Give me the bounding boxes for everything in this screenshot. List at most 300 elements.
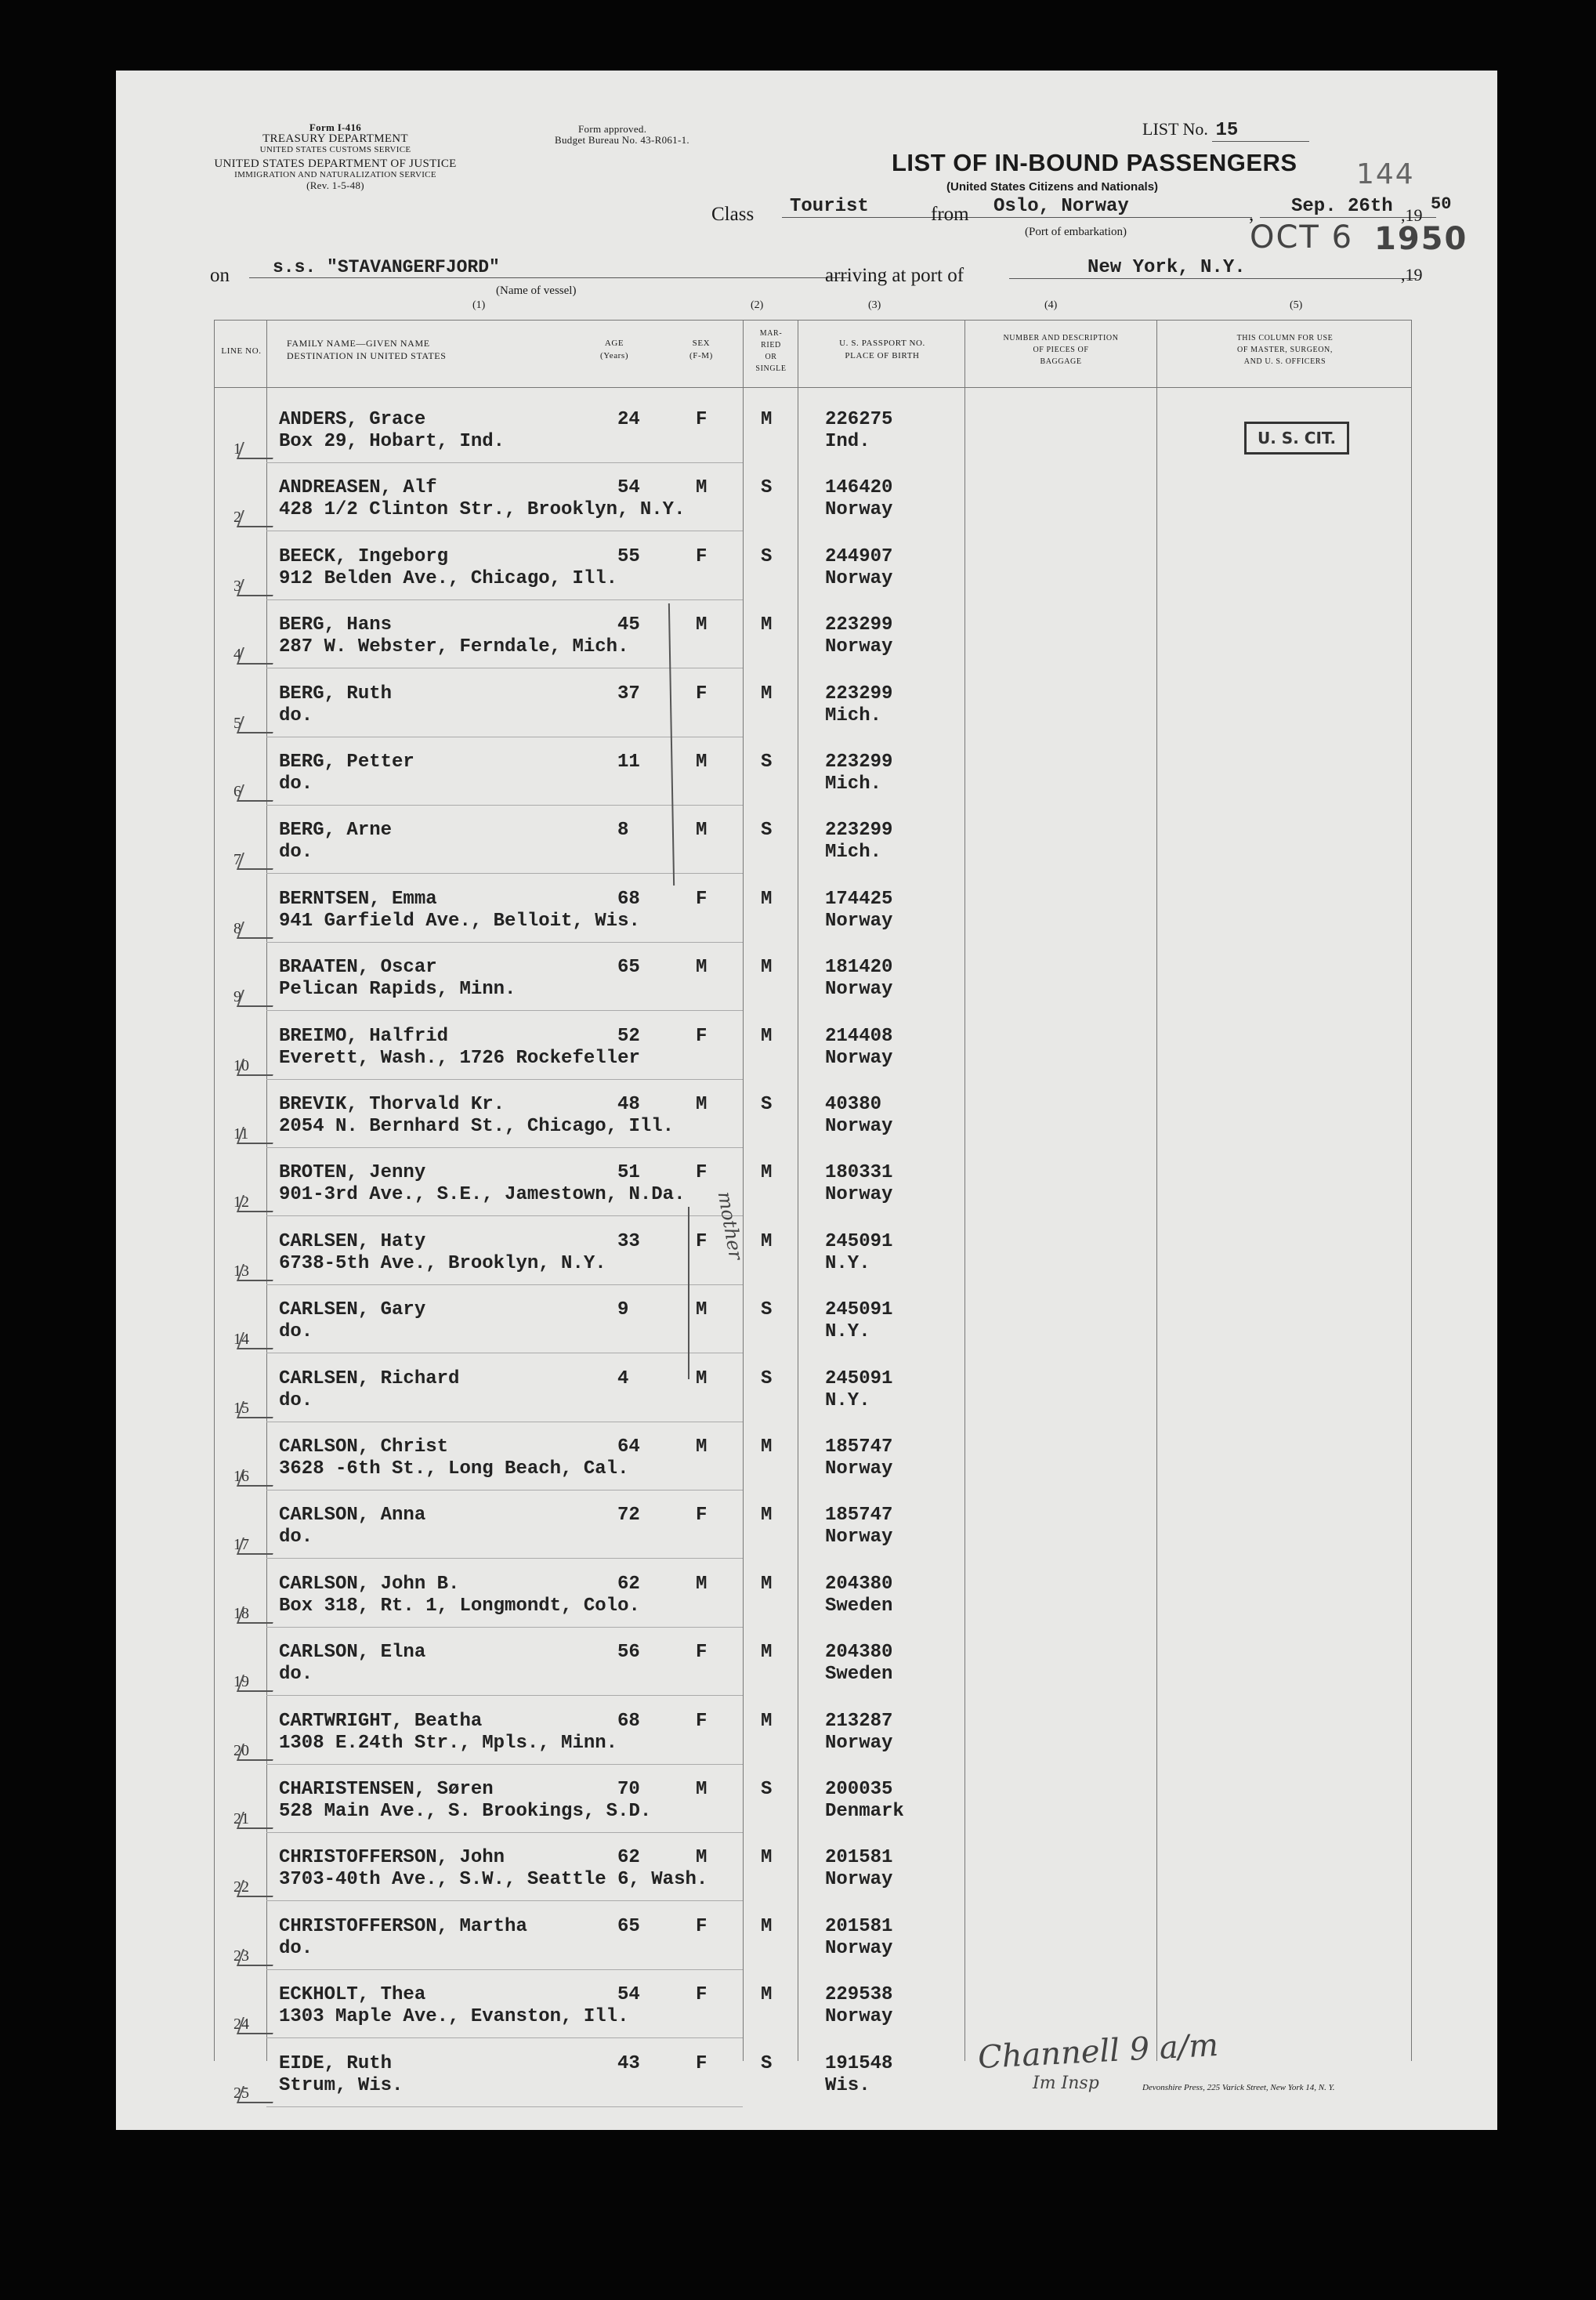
- passenger-sex: F: [696, 1025, 708, 1047]
- passenger-sex: F: [696, 1162, 708, 1184]
- passenger-age: 70: [617, 1779, 640, 1800]
- place-of-birth: Norway: [825, 1732, 893, 1754]
- passenger-destination: do.: [279, 1527, 313, 1548]
- passenger-age: 4: [617, 1367, 629, 1389]
- passport-number: 214408: [825, 1025, 893, 1047]
- arrival-year-stamp: 1950: [1374, 221, 1468, 257]
- passenger-sex: F: [696, 2052, 708, 2074]
- place-of-birth: Norway: [825, 567, 893, 589]
- line-number: 7: [233, 851, 241, 869]
- passenger-sex: M: [696, 820, 708, 842]
- col-header-passport-a: U. S. PASSPORT NO.: [839, 339, 925, 348]
- col-header-marital-c: OR: [765, 353, 777, 361]
- col-num-2: (2): [751, 299, 764, 311]
- passenger-age: 54: [617, 1984, 640, 2006]
- year-prefix-2: ,19: [1401, 265, 1423, 284]
- passenger-age: 52: [617, 1025, 640, 1047]
- check-mark-icon: [237, 1606, 279, 1624]
- col-header-line-text: LINE NO.: [221, 346, 262, 356]
- table-row: [116, 810, 1497, 878]
- passport-number: 226275: [825, 409, 893, 430]
- passport-number: 174425: [825, 888, 893, 910]
- passenger-sex: F: [696, 683, 708, 704]
- col-header-sex-b: (F-M): [689, 351, 713, 360]
- row-rule: [266, 1764, 743, 1765]
- place-of-birth: Norway: [825, 910, 893, 932]
- row-rule: [266, 1558, 743, 1559]
- row-rule: [266, 2106, 743, 2107]
- check-mark-icon: [237, 922, 279, 939]
- row-rule: [266, 1900, 743, 1901]
- arrival-port: New York, N.Y.: [1009, 257, 1417, 279]
- row-rule: [266, 942, 743, 943]
- passenger-sex: M: [696, 477, 708, 499]
- passenger-age: 65: [617, 1915, 640, 1937]
- passenger-destination: do.: [279, 704, 313, 726]
- check-mark-icon: [237, 1332, 279, 1349]
- passenger-name: BERG, Arne: [279, 820, 393, 842]
- passenger-sex: M: [696, 1299, 708, 1321]
- col-header-baggage-a: NUMBER AND DESCRIPTION: [1003, 334, 1119, 342]
- passport-number: 185747: [825, 1505, 893, 1527]
- passenger-sex: F: [696, 545, 708, 567]
- passport-number: 223299: [825, 820, 893, 842]
- place-of-birth: Sweden: [825, 1595, 893, 1617]
- arrival-date-stamp: OCT 6: [1250, 219, 1354, 255]
- passport-number: 245091: [825, 1299, 893, 1321]
- passenger-name: CARLSON, Anna: [279, 1505, 426, 1527]
- check-mark-icon: [237, 2086, 279, 2103]
- passenger-age: 33: [617, 1230, 640, 1252]
- passenger-sex: M: [696, 1779, 708, 1800]
- passenger-age: 24: [617, 409, 640, 430]
- arriving-label: arriving at port of: [825, 265, 964, 286]
- check-mark-icon: [237, 579, 279, 596]
- check-mark-icon: [237, 1538, 279, 1555]
- line-number: 25: [233, 2084, 249, 2102]
- check-mark-icon: [237, 1744, 279, 1761]
- passenger-name: CHRISTOFFERSON, Martha: [279, 1915, 527, 1937]
- col-header-marital-d: SINGLE: [755, 364, 787, 373]
- table-row: [116, 1564, 1497, 1632]
- passenger-destination: 1308 E.24th Str., Mpls., Minn.: [279, 1732, 618, 1754]
- place-of-birth: Wis.: [825, 2074, 870, 2096]
- line-number: 19: [233, 1673, 249, 1691]
- passport-number: 201581: [825, 1915, 893, 1937]
- place-of-birth: Norway: [825, 499, 893, 521]
- col-num-5: (5): [1290, 299, 1303, 311]
- passenger-sex: M: [696, 1436, 708, 1458]
- justice-label: UNITED STATES DEPARTMENT OF JUSTICE: [214, 158, 457, 170]
- row-rule: [266, 1832, 743, 1833]
- passenger-destination: 528 Main Ave., S. Brookings, S.D.: [279, 1801, 652, 1822]
- line-number: 3: [233, 577, 241, 595]
- passenger-marital-status: S: [761, 1094, 773, 1115]
- table-row: [116, 1701, 1497, 1769]
- passenger-marital-status: S: [761, 820, 773, 842]
- col-header-age: [600, 337, 628, 362]
- rev-label: (Rev. 1-5-48): [306, 179, 364, 191]
- passenger-marital-status: S: [761, 1299, 773, 1321]
- handwritten-note: mother: [713, 1190, 747, 1262]
- passenger-destination: do.: [279, 842, 313, 864]
- row-rule: [266, 1010, 743, 1011]
- row-rule: [266, 1627, 743, 1628]
- year-prefix-text: 19: [1405, 205, 1423, 225]
- check-mark-icon: [237, 2017, 279, 2034]
- passport-number: 201581: [825, 1847, 893, 1869]
- passenger-age: 11: [617, 752, 640, 773]
- passenger-sex: F: [696, 888, 708, 910]
- place-of-birth: Denmark: [825, 1801, 904, 1822]
- table-row: [116, 674, 1497, 742]
- year-prefix-2-text: 19: [1405, 265, 1423, 284]
- passenger-sex: M: [696, 1573, 708, 1595]
- check-mark-icon: [237, 1469, 279, 1487]
- line-number: 8: [233, 919, 241, 937]
- passenger-name: ECKHOLT, Thea: [279, 1984, 426, 2006]
- place-of-birth: Norway: [825, 1869, 893, 1891]
- passenger-marital-status: S: [761, 1779, 773, 1800]
- table-row: [116, 1975, 1497, 2043]
- table-row: [116, 537, 1497, 605]
- check-mark-icon: [237, 716, 279, 733]
- passenger-age: 56: [617, 1642, 640, 1664]
- from-value: Oslo, Norway: [986, 196, 1252, 218]
- table-row: [116, 1153, 1497, 1221]
- row-rule: [266, 1147, 743, 1148]
- passenger-destination: 2054 N. Bernhard St., Chicago, Ill.: [279, 1116, 675, 1137]
- col-header-marital: [747, 328, 794, 375]
- table-row: [116, 1222, 1497, 1290]
- passenger-marital-status: S: [761, 545, 773, 567]
- passport-number: 213287: [825, 1710, 893, 1732]
- table-row: [116, 605, 1497, 673]
- line-number: 16: [233, 1468, 249, 1485]
- passenger-sex: M: [696, 1094, 708, 1115]
- row-rule: [266, 1215, 743, 1216]
- row-rule: [266, 873, 743, 874]
- passenger-sex: F: [696, 1642, 708, 1664]
- table-row: [116, 1838, 1497, 1906]
- passport-number: 245091: [825, 1367, 893, 1389]
- passenger-destination: Strum, Wis.: [279, 2074, 404, 2096]
- passenger-marital-status: M: [761, 888, 773, 910]
- passenger-marital-status: M: [761, 1230, 773, 1252]
- line-number: 9: [233, 988, 241, 1006]
- passenger-age: 48: [617, 1094, 640, 1115]
- passenger-sex: M: [696, 1367, 708, 1389]
- check-mark-icon: [237, 647, 279, 665]
- line-number: 22: [233, 1878, 249, 1896]
- passenger-destination: 1303 Maple Ave., Evanston, Ill.: [279, 2006, 629, 2028]
- passenger-marital-status: S: [761, 1367, 773, 1389]
- check-mark-icon: [237, 990, 279, 1007]
- row-rule: [266, 599, 743, 600]
- col-header-baggage-c: BAGGAGE: [1040, 357, 1082, 366]
- passenger-destination: do.: [279, 1389, 313, 1411]
- passenger-marital-status: M: [761, 1505, 773, 1527]
- place-of-birth: Ind.: [825, 431, 870, 452]
- printer-imprint: Devonshire Press, 225 Varick Street, New York 14, N. Y.: [1142, 2083, 1335, 2092]
- check-mark-icon: [237, 1127, 279, 1144]
- check-mark-icon: [237, 1812, 279, 1829]
- passenger-name: CARLSEN, Gary: [279, 1299, 426, 1321]
- place-of-birth: Norway: [825, 1458, 893, 1480]
- passenger-destination: 941 Garfield Ave., Belloit, Wis.: [279, 910, 640, 932]
- col-header-officers-b: OF MASTER, SURGEON,: [1237, 346, 1333, 354]
- row-rule: [266, 1695, 743, 1696]
- passenger-sex: M: [696, 752, 708, 773]
- col-header-age-a: AGE: [604, 339, 624, 348]
- line-number: 24: [233, 2016, 249, 2034]
- row-rule: [266, 462, 743, 463]
- passenger-marital-status: M: [761, 614, 773, 636]
- passenger-marital-status: M: [761, 1436, 773, 1458]
- col-num-4: (4): [1044, 299, 1058, 311]
- passenger-sex: F: [696, 409, 708, 430]
- passenger-marital-status: M: [761, 1642, 773, 1664]
- passenger-marital-status: M: [761, 409, 773, 430]
- passport-number: 181420: [825, 957, 893, 979]
- table-row: [116, 879, 1497, 947]
- col-header-passport: [804, 337, 961, 362]
- from-label: from: [931, 204, 969, 225]
- passenger-age: 55: [617, 545, 640, 567]
- passport-number: 223299: [825, 752, 893, 773]
- check-mark-icon: [237, 1675, 279, 1692]
- line-number: 23: [233, 1947, 249, 1965]
- col-header-officers: [1161, 332, 1409, 368]
- passport-number: 191548: [825, 2052, 893, 2074]
- place-of-birth: Norway: [825, 1527, 893, 1548]
- place-of-birth: Sweden: [825, 1664, 893, 1686]
- line-number: 2: [233, 509, 241, 527]
- check-mark-icon: [237, 1195, 279, 1212]
- passport-number: 245091: [825, 1230, 893, 1252]
- list-number-value: 15: [1212, 120, 1309, 142]
- vessel-name-label: (Name of vessel): [496, 284, 577, 297]
- table-row: [116, 400, 1497, 468]
- check-mark-icon: [237, 853, 279, 870]
- treasury-label: TREASURY DEPARTMENT: [262, 132, 408, 145]
- passenger-destination: Box 318, Rt. 1, Longmondt, Colo.: [279, 1595, 640, 1617]
- table-row: [116, 1427, 1497, 1495]
- passport-number: 244907: [825, 545, 893, 567]
- passenger-age: 64: [617, 1436, 640, 1458]
- place-of-birth: Mich.: [825, 773, 882, 795]
- passport-number: 146420: [825, 477, 893, 499]
- passenger-marital-status: S: [761, 477, 773, 499]
- passenger-age: 65: [617, 957, 640, 979]
- passenger-destination: Everett, Wash., 1726 Rockefeller: [279, 1047, 640, 1069]
- col-header-line: [219, 346, 263, 357]
- passenger-sex: M: [696, 614, 708, 636]
- passenger-name: BERG, Hans: [279, 614, 393, 636]
- year-prefix: ,19: [1401, 205, 1423, 225]
- place-of-birth: Mich.: [825, 704, 882, 726]
- passenger-destination: 901-3rd Ave., S.E., Jamestown, N.Da.: [279, 1184, 686, 1206]
- manifest-page: [116, 71, 1497, 2130]
- passenger-destination: Box 29, Hobart, Ind.: [279, 431, 505, 452]
- passenger-destination: do.: [279, 1321, 313, 1343]
- passenger-destination: 3628 -6th St., Long Beach, Cal.: [279, 1458, 629, 1480]
- line-number: 4: [233, 646, 241, 664]
- year-value: 50: [1431, 194, 1452, 214]
- passenger-name: BREVIK, Thorvald Kr.: [279, 1094, 505, 1115]
- passenger-name: CARLSON, John B.: [279, 1573, 460, 1595]
- passenger-age: 8: [617, 820, 629, 842]
- passenger-name: EIDE, Ruth: [279, 2052, 393, 2074]
- passport-number: 185747: [825, 1436, 893, 1458]
- check-mark-icon: [237, 1264, 279, 1281]
- table-row: [116, 1290, 1497, 1358]
- place-of-birth: N.Y.: [825, 1389, 870, 1411]
- passenger-marital-status: M: [761, 1915, 773, 1937]
- passenger-marital-status: M: [761, 1162, 773, 1184]
- passenger-sex: F: [696, 1710, 708, 1732]
- place-of-birth: Norway: [825, 979, 893, 1001]
- passenger-name: CHRISTOFFERSON, John: [279, 1847, 505, 1869]
- passenger-marital-status: M: [761, 1710, 773, 1732]
- passenger-marital-status: S: [761, 2052, 773, 2074]
- place-of-birth: Norway: [825, 1116, 893, 1137]
- row-rule: [266, 1969, 743, 1970]
- check-mark-icon: [237, 1949, 279, 1966]
- check-mark-icon: [237, 1880, 279, 1897]
- list-number-field: [1142, 119, 1309, 142]
- passenger-sex: F: [696, 1505, 708, 1527]
- table-row: [116, 1359, 1497, 1427]
- passenger-destination: do.: [279, 773, 313, 795]
- col-num-3: (3): [868, 299, 881, 311]
- line-number: 11: [233, 1125, 249, 1143]
- page-number-stamp: 144: [1356, 158, 1415, 190]
- line-number: 6: [233, 783, 241, 800]
- line-number: 17: [233, 1536, 249, 1554]
- passport-number: 204380: [825, 1642, 893, 1664]
- header-bottom-rule: [214, 387, 1411, 388]
- passenger-name: BRAATEN, Oscar: [279, 957, 437, 979]
- check-mark-icon: [237, 1059, 279, 1076]
- passenger-name: BERG, Petter: [279, 752, 414, 773]
- form-approved: Form approved.: [578, 123, 647, 135]
- line-number: 13: [233, 1262, 249, 1280]
- place-of-birth: Norway: [825, 1937, 893, 1959]
- customs-label: UNITED STATES CUSTOMS SERVICE: [259, 145, 411, 154]
- passenger-name: CARTWRIGHT, Beatha: [279, 1710, 483, 1732]
- passenger-age: 72: [617, 1505, 640, 1527]
- class-value: Tourist: [782, 196, 1021, 218]
- col-header-marital-b: RIED: [761, 341, 781, 350]
- col-header-age-b: (Years): [600, 351, 629, 360]
- col-header-passport-b: PLACE OF BIRTH: [845, 351, 920, 360]
- passenger-age: 54: [617, 477, 640, 499]
- passenger-sex: M: [696, 1847, 708, 1869]
- approval-block: [555, 124, 689, 146]
- col-num-1: (1): [472, 299, 486, 311]
- passenger-marital-status: M: [761, 957, 773, 979]
- table-row: [116, 1907, 1497, 1975]
- passenger-age: 43: [617, 2052, 640, 2074]
- passenger-age: 68: [617, 888, 640, 910]
- passenger-name: BREIMO, Halfrid: [279, 1025, 449, 1047]
- passport-number: 223299: [825, 683, 893, 704]
- form-agency-block: [194, 122, 476, 191]
- line-number: 5: [233, 714, 241, 732]
- comma: ,: [1249, 204, 1254, 225]
- inspector-title: Im Insp: [1033, 2074, 1099, 2093]
- col-header-officers-c: AND U. S. OFFICERS: [1243, 357, 1326, 366]
- check-mark-icon: [237, 784, 279, 802]
- passenger-age: 9: [617, 1299, 629, 1321]
- line-number: 14: [233, 1331, 249, 1349]
- row-rule: [266, 1079, 743, 1080]
- passenger-marital-status: M: [761, 1025, 773, 1047]
- col-header-sex-a: SEX: [692, 339, 711, 348]
- ins-label: IMMIGRATION AND NATURALIZATION SERVICE: [234, 170, 436, 179]
- form-number: Form I-416: [309, 121, 362, 133]
- passport-number: 200035: [825, 1779, 893, 1800]
- col-header-baggage: [968, 332, 1153, 368]
- check-mark-icon: [237, 442, 279, 459]
- passenger-destination: Pelican Rapids, Minn.: [279, 979, 516, 1001]
- place-of-birth: Mich.: [825, 842, 882, 864]
- place-of-birth: N.Y.: [825, 1321, 870, 1343]
- page-title: LIST OF IN-BOUND PASSENGERS: [892, 149, 1297, 176]
- table-row: [116, 1632, 1497, 1701]
- passenger-marital-status: M: [761, 1847, 773, 1869]
- passenger-name: CARLSEN, Haty: [279, 1230, 426, 1252]
- passenger-marital-status: M: [761, 1573, 773, 1595]
- passenger-age: 62: [617, 1573, 640, 1595]
- table-row: [116, 1016, 1497, 1085]
- vessel-name: s.s. "STAVANGERFJORD": [249, 257, 849, 278]
- table-row: [116, 1769, 1497, 1838]
- line-number: 1: [233, 440, 241, 458]
- passenger-name: BERG, Ruth: [279, 683, 393, 704]
- date-value: Sep. 26th: [1260, 196, 1436, 218]
- port-embarkation-label: (Port of embarkation): [1025, 226, 1127, 238]
- passenger-age: 51: [617, 1162, 640, 1184]
- table-row: [116, 742, 1497, 810]
- line-number: 15: [233, 1399, 249, 1417]
- passenger-name: BROTEN, Jenny: [279, 1162, 426, 1184]
- col-header-name: [287, 337, 447, 362]
- page-subtitle: (United States Citizens and Nationals): [946, 180, 1159, 194]
- col-header-marital-a: MAR-: [759, 329, 783, 338]
- passenger-destination: 3703-40th Ave., S.W., Seattle 6, Wash.: [279, 1869, 708, 1891]
- col-header-baggage-b: OF PIECES OF: [1033, 346, 1089, 354]
- passenger-name: CARLSON, Christ: [279, 1436, 449, 1458]
- table-row: [116, 468, 1497, 536]
- check-mark-icon: [237, 1401, 279, 1418]
- table-top-rule: [214, 320, 1411, 321]
- budget-bureau: Budget Bureau No. 43-R061-1.: [555, 134, 689, 146]
- passenger-destination: do.: [279, 1937, 313, 1959]
- passport-number: 229538: [825, 1984, 893, 2006]
- table-row: [116, 1495, 1497, 1563]
- place-of-birth: Norway: [825, 636, 893, 658]
- line-number: 18: [233, 1604, 249, 1622]
- passport-number: 223299: [825, 614, 893, 636]
- passenger-name: CARLSEN, Richard: [279, 1367, 460, 1389]
- place-of-birth: Norway: [825, 1184, 893, 1206]
- passenger-age: 45: [617, 614, 640, 636]
- passenger-destination: 428 1/2 Clinton Str., Brooklyn, N.Y.: [279, 499, 686, 521]
- passport-number: 180331: [825, 1162, 893, 1184]
- passenger-name: BEECK, Ingeborg: [279, 545, 449, 567]
